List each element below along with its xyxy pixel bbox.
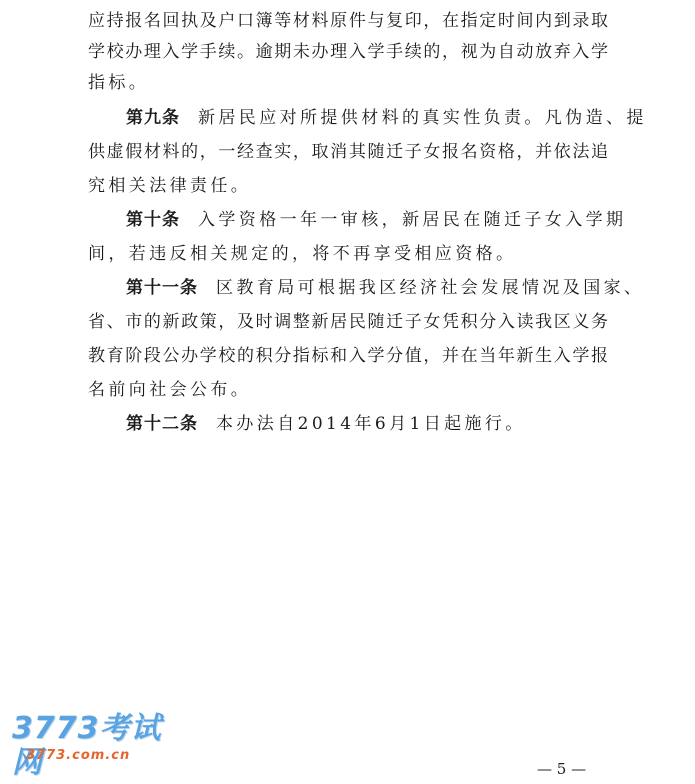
article-title: 第十二条 — [126, 414, 198, 434]
article-text: 本办法自2014年6月1日起施行。 — [216, 414, 526, 434]
article-text: 区教育局可根据我区经济社会发展情况及国家、 — [216, 278, 645, 298]
text-line: 应持报名回执及户口簿等材料原件与复印，在指定时间内到录取 — [88, 11, 608, 31]
text-line: 供虚假材料的，一经查实，取消其随迁子女报名资格，并依法追 — [88, 142, 608, 162]
article-9 — [126, 107, 647, 129]
article-10 — [126, 209, 627, 231]
article-title: 第九条 — [126, 108, 180, 128]
watermark-logo — [12, 711, 162, 780]
text-line: 省、市的新政策，及时调整新居民随迁子女凭积分入读我区义务 — [88, 312, 608, 332]
article-text: 新居民应对所提供材料的真实性负责。凡伪造、提 — [198, 108, 647, 128]
text-line: 究相关法律责任。 — [88, 176, 252, 196]
watermark-url: 3773.com.cn — [26, 748, 131, 763]
article-text: 入学资格一年一审核，新居民在随迁子女入学期 — [198, 210, 627, 230]
text-line: 指标。 — [88, 73, 150, 93]
article-title: 第十一条 — [126, 278, 198, 298]
article-title: 第十条 — [126, 210, 180, 230]
article-11 — [126, 277, 645, 299]
text-line: 间，若违反相关规定的，将不再享受相应资格。 — [88, 244, 517, 264]
text-line: 教育阶段公办学校的积分指标和入学分值，并在当年新生入学报 — [88, 346, 608, 366]
text-line: 学校办理入学手续。逾期未办理入学手续的，视为自动放弃入学 — [88, 42, 608, 62]
article-12 — [126, 413, 608, 435]
watermark-title: 3773考试网 — [12, 711, 162, 780]
text-line: 名前向社会公布。 — [88, 380, 252, 400]
page-number: — 5 — — [537, 760, 587, 778]
